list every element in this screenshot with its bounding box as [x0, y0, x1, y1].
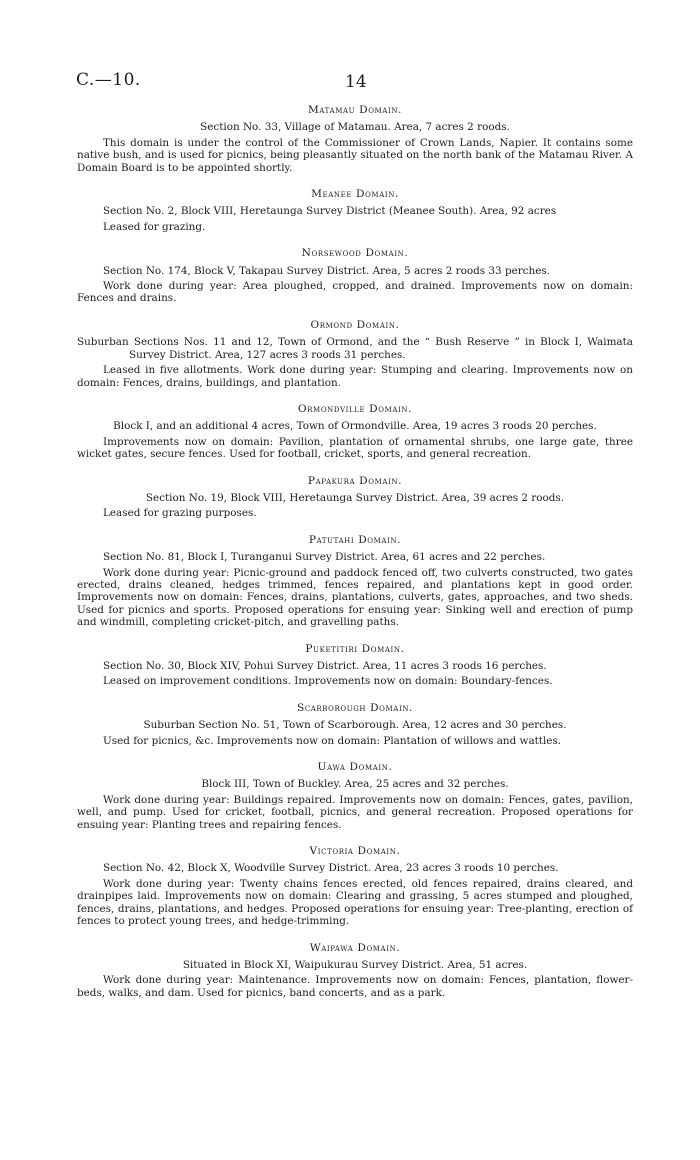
section-description: Work done during year: Maintenance. Improvements now on domain: Fences, plantation, flower-beds, walks, and dam. Used for picnics, band concerts, and as a park.: [77, 974, 633, 999]
section-ormondville: [77, 403, 633, 461]
section-description: Work done during year: Buildings repaired. Improvements now on domain: Fences, gates, pavilion, well, and pump. Used for cricket, football, picnics, and general recreation. Proposed operations for ensuing year: Planting trees and repairing fences.: [77, 793, 633, 831]
section-norsewood: [77, 247, 633, 305]
section-description: Improvements now on domain: Pavilion, plantation of ornamental shrubs, one large gate, three wicket gates, secure fences. Used for football, cricket, sports, and general recreation.: [77, 435, 633, 461]
section-location: Situated in Block XI, Waipukurau Survey District. Area, 51 acres.: [182, 958, 528, 971]
section-waipawa: [77, 942, 633, 1000]
section-description: Leased on improvement conditions. Improvements now on domain: Boundary-fences.: [103, 675, 553, 688]
section-location: Section No. 174, Block V, Takapau Survey District. Area, 5 acres 2 roods 33 perches.: [103, 264, 551, 277]
section-description: Used for picnics, &c. Improvements now on domain: Plantation of willows and wattles.: [103, 734, 562, 747]
section-description: This domain is under the control of the Commissioner of Crown Lands, Napier. It contains some native bush, and is used for picnics, being pleasantly situated on the north bank of the Matamau River. A Domain Board is to be appointed shortly.: [77, 136, 633, 174]
section-title: Meanee Domain.: [311, 188, 399, 201]
section-ormond: [77, 319, 633, 389]
section-description: Leased for grazing.: [103, 220, 206, 233]
section-location: Section No. 2, Block VIII, Heretaunga Survey District (Meanee South). Area, 92 acres: [103, 205, 557, 218]
section-title: Papakura Domain.: [307, 474, 403, 487]
section-scarborough: [77, 702, 633, 747]
section-location: Suburban Sections Nos. 11 and 12, Town of Ormond, and the “ Bush Reserve ” in Block I, Waimata Survey District. Area, 127 acres 3 roods 31 perches.: [77, 336, 633, 361]
section-description: Work done during year: Picnic-ground and paddock fenced off, two culverts constructed, two gates erected, drains cleaned, hedges trimmed, fences repaired, and plantations kept in good order. Improvements now on domain: Fences, drains, plantations, culverts, gates, approaches, and two sheds. Used for picnics and sports. Proposed operations for ensuing year: Sinking well and erection of pump and windmill, completing cricket-pitch, and gravelling paths.: [77, 566, 633, 629]
section-meanee: [77, 188, 633, 233]
page-number: 14: [345, 72, 367, 92]
section-location: Section No. 81, Block I, Turanganui Survey District. Area, 61 acres and 22 perches.: [103, 551, 546, 564]
section-title: Victoria Domain.: [309, 845, 401, 858]
section-victoria: [77, 845, 633, 927]
section-patutahi: [77, 534, 633, 629]
section-location: Block III, Town of Buckley. Area, 25 acres and 32 perches.: [201, 778, 509, 791]
section-description: Leased in five allotments. Work done during year: Stumping and clearing. Improvements now on domain: Fences, drains, buildings, and plantation.: [77, 364, 633, 389]
section-title: Puketitiri Domain.: [305, 642, 405, 655]
section-title: Patutahi Domain.: [308, 533, 402, 546]
section-location: Section No. 19, Block VIII, Heretaunga Survey District. Area, 39 acres 2 roods.: [145, 491, 565, 504]
section-location: Suburban Section No. 51, Town of Scarborough. Area, 12 acres and 30 perches.: [143, 719, 567, 732]
section-location: Section No. 33, Village of Matamau. Area, 7 acres 2 roods.: [200, 121, 510, 134]
section-papakura: [77, 475, 633, 520]
section-location: Section No. 30, Block XIV, Pohui Survey District. Area, 11 acres 3 roods 16 perches.: [103, 660, 547, 672]
section-title: Norsewood Domain.: [301, 247, 409, 260]
section-title: Scarborough Domain.: [296, 701, 414, 714]
section-uawa: [77, 761, 633, 831]
section-title: Waipawa Domain.: [309, 941, 401, 954]
section-title: Ormond Domain.: [310, 318, 400, 331]
section-title: Ormondville Domain.: [297, 402, 413, 415]
section-location: Section No. 42, Block X, Woodville Survey District. Area, 23 acres 3 roods 10 perches.: [103, 862, 559, 875]
section-description: Leased for grazing purposes.: [103, 507, 257, 520]
section-description: Work done during year: Twenty chains fences erected, old fences repaired, drains cleared, and drainpipes laid. Improvements now on domain: Clearing and grassing, 5 acres stumped and ploughed, fences, drains, plantations, and hedges. Proposed operations for ensuing year: Tree-planting, erection of fences to protect young trees, and hedge-trimming.: [77, 877, 633, 928]
section-matamau: [77, 104, 633, 174]
report-reference: C.—10.: [76, 70, 141, 90]
section-location: Block I, and an additional 4 acres, Town of Ormondville. Area, 19 acres 3 roods 20 perches.: [113, 420, 597, 433]
section-title: Uawa Domain.: [317, 761, 393, 774]
section-puketitiri: [77, 643, 633, 688]
section-title: Matamau Domain.: [307, 104, 403, 116]
section-description: Work done during year: Area ploughed, cropped, and drained. Improvements now on domain: Fences and drains.: [77, 280, 633, 305]
page-body: [77, 104, 633, 1013]
